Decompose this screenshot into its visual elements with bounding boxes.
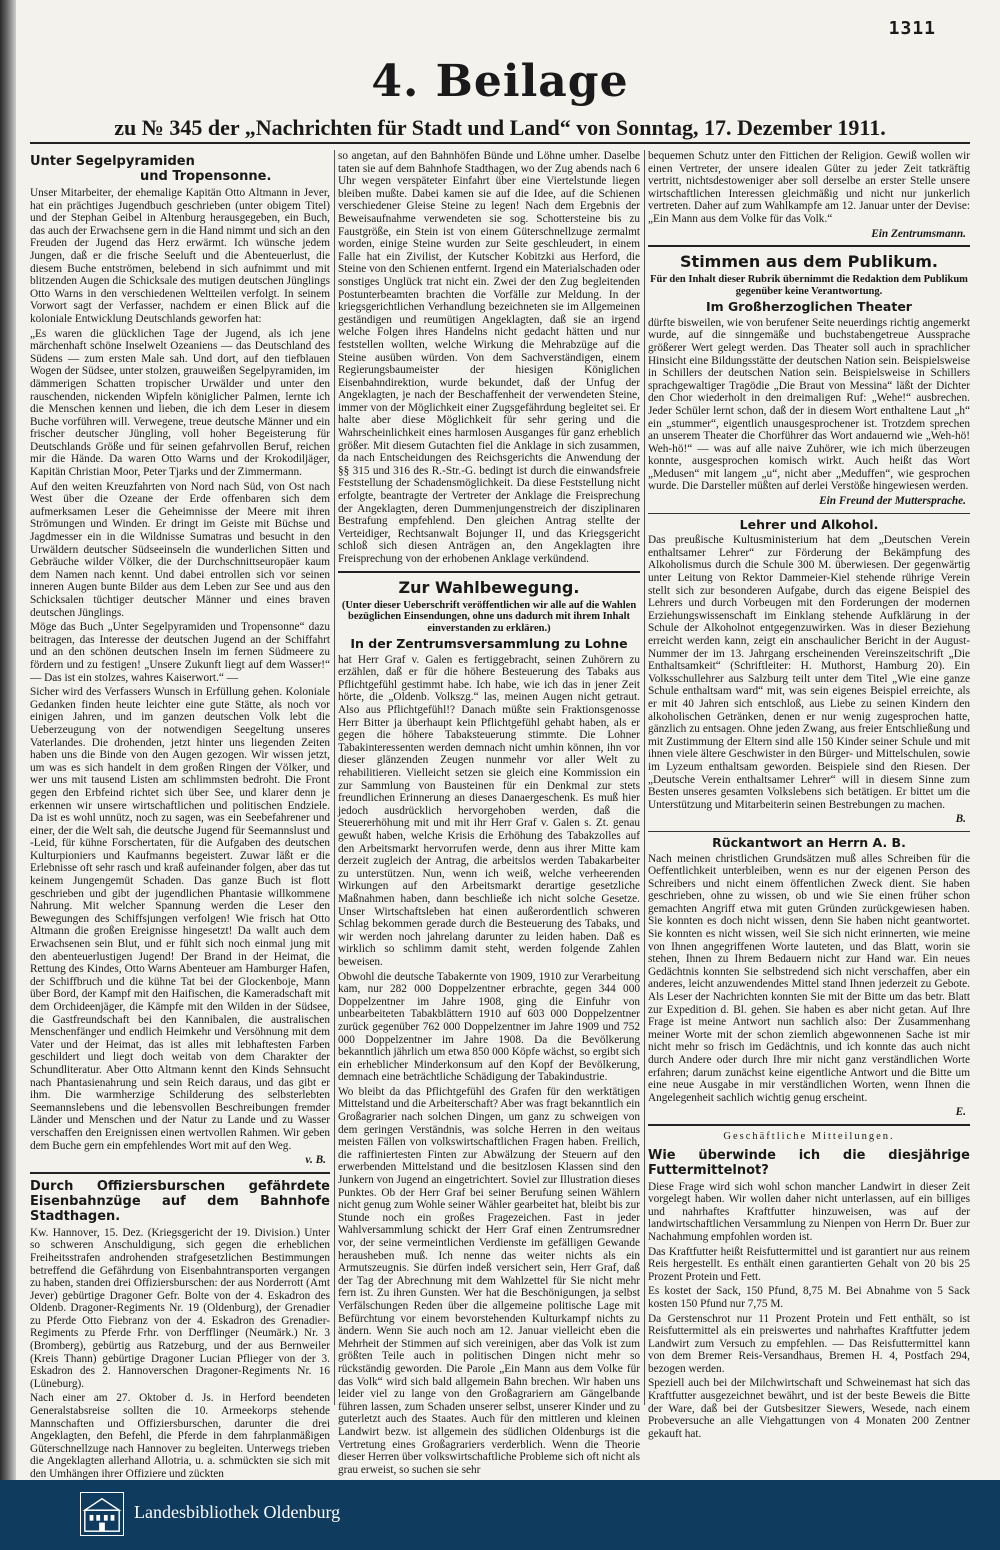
article-divider (648, 245, 970, 247)
library-building-icon (80, 1492, 124, 1536)
article-divider (648, 831, 970, 832)
paragraph: Sicher wird des Verfassers Wunsch in Erfüllung gehen. Koloniale Gedanken finden heute leichter eine gute Stätte, als noch vor einigen Jahren, und im ganzen deutschen Volk lebt die Ueberzeugung von der notwendigen Seegeltung unseres Vaterlandes. Die drohenden, jetzt hinter uns liegenden Zeiten haben uns die Binde von den Augen gezogen. Wir wissen jetzt, um was es sich handelt in dem großen Ringen der Völker, und wer uns mit tausend Listen am schlimmsten bedroht. Die Front gegen den Erbfeind richtet sich über See, und klarer denn je erkennen wir unsere wirtschaftlichen und politischen Endziele. Da ist es wohl unnütz, noch zu sagen, was ein Seebefahrener und einer, der die Welt sah, die deutsche Jugend für Seemannslust und -Leid, für kühne Forschertaten, für die Aufgaben des deutschen Kulturpioniers und Kaufmanns begeistert. Zuwar läßt er die Erlebnisse oft sehr rasch und kraß aufeinander folgen, aber das tut keinem Jungengemüt Schaden. Das ganze Buch ist flott geschrieben und gibt der jugendlichen Phantasie willkommene Nahrung. Mit welcher Spannung werden die Leser den Bewegungen des Schiffsjungen verfolgen! Wie frisch hat Otto Altmann die großen Ereignisse hingesetzt! Da wallt auch dem Erwachsenen sein Blut, und er fühlt sich noch einmal jung mit den abenteuerlustigen Jugend! Der Brand in der Heimat, die Rettung des Kindes, Otto Warns Abenteuer am Hamburger Hafen, der Schiffbruch und die kühne Tat bei der Glockenboje, Mann über Bord, der Kampf mit den Haifischen, die Kameradschaft mit dem Orchideenjäger, die Kämpfe mit den Wilden in der Südsee, die Gastfreundschaft bei den Kannibalen, die australischen Menschenfänger und endlich Heimkehr und Versöhnung mit dem Vater und der Heimat, das ist alles mit lebhaftesten Farben geschildert und liegt doch weitab von dem Charakter der Schundliteratur. Aber Otto Altmann kennt den Kinds Sehnsucht nach Phantasienahrung und sein Reich daraus, und das gibt er ihm. Die warmherzige Schilderung des selbsterlebten Seemannslebens und die lebensvollen Beschreibungen fremder Länder und Menschen und der Natur zu Lande und zu Wasser verschaffen den Ereignissen einen wertvollen Rahmen. Wir geben dem Buche gern ein empfehlendes Wort mit auf den Weg. (30, 686, 330, 1152)
paragraph: Kw. Hannover, 15. Dez. (Kriegsgericht der 19. Division.) Unter so schweren Anschuldigung, sich gegen die erheblichen Freiheitsstrafen androhenden strafgesetzlichen Bestimmungen betreffend die Gefährdung von Eisenbahntransporten vergangen zu haben, standen drei Offiziersburschen: der aus Norderrott (Amt Jever) gebürtige Dragoner Gefr. Bolte von der 4. Eskadron des Oldenb. Dragoner-Regiments Nr. 19 (Oldenburg), der Grenadier zu Pferde Otto Fiebranz von der 4. Eskadron des Grenadier-Regiments zu Pferde Frhr. von Derfflinger (Neumärk.) Nr. 3 (Bromberg), gebürtig aus Ratzeburg, und der aus Bernweiler (Kreis Thann) gebürtige Dragoner Lucian Pflieger von der 3. Eskadron des 2. Hannoverschen Dragoner-Regiments Nr. 16 (Lüneburg). (30, 1226, 330, 1390)
paragraph: Speziell auch bei der Milchwirtschaft und Schweinemast hat sich das Kraftfutter ausgezeichnet bewährt, und ist der beste Beweis die Bitte der Ware, daß bei der Gutsbesitzer Siewers, Wesede, nach einem Probeversuche an alle Viehgattungen von 4 Monaten 200 Zentner gekauft hat. (648, 1377, 970, 1440)
paragraph: Das preußische Kultusministerium hat dem „Deutschen Verein enthaltsamer Lehrer“ zur Förderung der Bekämpfung des Alkoholismus durch die Schule 300 M. überwiesen. Der gegenwärtig unter Leitung von Rektor Dammeier-Kiel stehende rührige Verein stellt sich zur besonderen Aufgabe, durch das eigene Beispiel des Lehrers und durch Vorbeugen mit den Forderungen der modernen Erziehungswissenschaft im Einklang stehende Aufklärung in der Schule der Alkoholnot entgegenzuwirken. Was in dieser Beziehung erreicht werden kann, zeigt ein anschaulicher Bericht in der August-Nummer der im 13. Jahrgang erscheinenden Vereinszeitschrift „Die Enthaltsamkeit“ (Schriftleiter: H. Muthorst, Hamburg 20). Ein Volksschullehrer aus Salzburg teilt unter dem Titel „Wie eine ganze Schule enthaltsam ward“ mit, was sein eigenes Beispiel erreichte, als er mit 40 Jahren sich entschloß, aus Liebe zu seinen Kindern den alkoholischen Getränken, denen er nur wenig zugesprochen hatte, gänzlich zu entsagen. Ohne jeden Zwang, aus freier Entschließung und mit Zustimmung der Eltern sind alle 150 Kinder seiner Schule und mit ihnen viele ältere Geschwister in den Bürger- und Mittelschulen, sowie im Lyzeum enthaltsam geworden. Beispiele sind den Riesen. Der „Deutsche Verein enthaltsamer Lehrer“ will in diesem Sinne zum Besten unseres gesamten Volkslebens sich betätigen. Er bittet um die Unterstützung und Mitarbeiterin seinen Bestrebungen zu machen. (648, 534, 970, 811)
supplement-title: 4. Beilage (371, 56, 629, 107)
paragraph: Unser Mitarbeiter, der ehemalige Kapitän Otto Altmann in Jever, hat ein prächtiges Jugendbuch geschrieben (unter obigem Titel) und der Stephan Geibel in Altenburg herausgegeben, ein Buch, das auch der Erwachsene gern in die Hand nimmt und sich an den Freuden der Jugend das Herz erwärmt. Ich wünsche jedem Jungen, daß er die frische Seeluft und die Abenteuerlust, die diesem Buche entströmen, belebend in sich aufnimmt und mit blitzenden Augen die Schicksale des mutigen deutschen Jünglings Otto Warns in den verschiedenen Weltteilen verfolgt. In seinem Vorwort sagt der Verfasser, nachdem er einen Blick auf die koloniale Entwicklung Deutschlands geworfen hat: (30, 187, 330, 325)
signature: Ein Zentrumsmann. (871, 227, 966, 240)
paragraph: Möge das Buch „Unter Segelpyramiden und Tropensonne“ dazu beitragen, das Interesse der deutschen Jugend an der Schiffahrt und an den schönen deutschen Inseln im fernen Südmeere zu fördern und zu festigen! „Unsere Zukunft liegt auf dem Wasser!“ — Das ist ein stolzes, wahres Kaiserwort.“ — (30, 621, 330, 684)
quote-paragraph: „Es waren die glücklichen Tage der Jugend, als ich jene märchenhaft schöne Inselwelt Ozeaniens — das Deutschland des Südens — zum ersten Male sah. Und dort, auf den tiefblauen Wogen der Südsee, unter stolzen, grauweißen Segelpyramiden, im dämmerigen Schatten tropischer Urwälder und unter den rauschenden, nickenden Wipfeln königlicher Palmen, lernte ich die Menschen kennen und lieben, die ich dem Leser in diesem Buche vorführen will. Verwegene, treue deutsche Männer und ein frischer deutscher Jüngling, voll hoher Begeisterung für Deutschlands Größe und für seinen gefahrvollen Beruf, reichen mir die Hände. Da waren Otto Warns und der Krokodiljäger, Kapitän Christian Moor, Peter Tjarks und der Zimmermann. (30, 327, 330, 479)
article-title: Wie überwinde ich die diesjährige Futtermittelnot? (648, 1147, 970, 1178)
article-subtitle: In der Zentrumsversammlung zu Lohne (350, 636, 628, 652)
column-divider (334, 150, 335, 1405)
article-divider (648, 1124, 970, 1126)
text-columns (30, 150, 970, 1480)
paragraph: Wo bleibt da das Pflichtgefühl des Grafen für den werktätigen Mittelstand und die Arbeiterschaft? Aber was fragt bekanntlich ein Großagrarier nach solchen Dingen, um ganz zu schweigen von dem geringen Verständnis, was solche Herren in den weitaus meisten Fällen von volkswirtschaftlichen Fragen haben. Freilich, die raffiniertesten Finten zur Abwälzung der Steuern auf den erwerbenden Mittelstand und die besitzlosen Klassen sind den Junkern von Jugend an eingetrichtert. Soviel zur Illustration dieses Punktes. Ob der Herr Graf bei seiner Berufung seinen Wählern nicht genug zum Wohle seiner Wähler gearbeitet hat, bleibt bis zur Stunde noch ein großes Fragezeichen. Fast in jeder Wahlversammlung schickt der Herr Graf einen Zentrumsredner vor, der seine vermeintlichen Verdienste im gefälligen Gewande herausheben muß. Ich nenne das weiter nichts als ein Armutszeugnis. Sie dürfen indeß versichert sein, Herr Graf, daß der Tag der Abrechnung mit dem Wahlzettel für Sie nicht mehr fern ist. Zu ihren Gunsten. Wer hat die Beschönigungen, ja selbst Verfälschungen Reden über die allgemeine politische Lage mit Befürchtung vor einem bevorstehenden Kulturkampf nichts zu ändern. Wenn Sie auch noch am 12. Januar vielleicht eben die Mehrheit der Stimmen auf sich vereinigen, aber das Volk ist zum größten Teile auch in politischen Dingen nicht mehr so rückständig geworden. Die Parole „Ein Mann aus dem Volke für das Volk“ wird sich bald allgemein Bahn brechen. Wir haben uns leider viel zu lange von den Großagrariern am Gängelbande führen lassen, zum Schaden unserer selbst, unserer Kinder und zu guterletzt auch des Staates. Auch für den mittleren und kleinen Landwirt bezw. ist allgemein des südlichen Oldenburgs ist die Vertretung eines Großagrariers verderblich. Wenn die Theorie dieser Herren über volkswirtschaftliche Probleme sich oft nicht als grau erweist, so suchen sie sehr (338, 1085, 640, 1476)
paragraph: hat Herr Graf v. Galen es fertiggebracht, seinen Zuhörern zu erzählen, daß er für die höhere Besteuerung des Tabaks aus Pflichtgefühl gestimmt habe. Ich habe, wie ich das in jener Zeit hörte, die „Oldenb. Volkszg.“ las, meinen Augen nicht getraut. Also aus Pflichtgefühl!? Danach müßte sein Fraktionsgenosse Herr Bitter ja überhaupt kein Pflichtgefühl gehabt haben, als er gegen die höhere Tabaksteuerung stimmte. Die Lohner Tabakinteressenten werden demnach nicht umhin können, ihn vor dieser glänzenden Zeugen nunmehr vor aller Welt zu rehabilitieren. Vielleicht setzen sie gleich eine Kommission ein zur Sammlung von Bausteinen für ein Denkmal zur stets freundlichen Erinnerung an dieses Danaergeschenk. Es muß hier jedoch ausdrücklich hervorgehoben werden, daß die Steuererhöhung mit und mit ihr Herr Graf v. Galen s. Zt. genau gewußt haben, welche Krisis die Erhöhung des Tabakzolles auf den Arbeitsmarkt hervorrufen werde, denn aus ihrer Mitte kam derzeit zugleich der Antrag, die arbeitslos werden Tabakarbeiter zu unterstützen. Nun, wenn ich weiß, welche verheerenden Wirkungen auf den Arbeitsmarkt derartige gesetzliche Maßnahmen haben, dann beschließe ich nicht solche Gesetze. Unser Wirtschaftsleben hat einen außerordentlich schweren Schlag bekommen gerade durch die Besteuerung des Tabaks, und wir werden noch jahrelang darunter zu leiden haben. Daß es wirklich so schlimm damit steht, werden folgende Zahlen beweisen. (338, 653, 640, 968)
paragraph: Nach einer am 27. Oktober d. Js. in Herford beendeten Generalstabsreise sollten die 10. Armeekorps stehende Mannschaften und Offiziersburschen, darunter die drei Angeklagten, den Befehl, die Pferde in dem fahrplanmäßigen Güterschnellzuge nach Hannover zu begleiten. Unterwegs trieben die Angeklagten allerhand Allotria, u. a. schmückten sie sich mit den Umhängen ihrer Offiziere und zückten (30, 1392, 330, 1480)
article-title (30, 154, 330, 184)
library-name: Landesbibliothek Oldenburg (134, 1502, 341, 1522)
paragraph: dürfte bisweilen, wie von berufener Seite neuerdings richtig angemerkt wurde, auf die sinngemäße und buchstabengetreue Aussprache größerer Wert gelegt werden. Das Theater soll auch in sprachlicher Hinsicht eine Bildungsstätte der deutschen Nation sein. Beispielsweise in Schillers der deutschen Nation sein. Beispielsweise in Schillers sprachgewaltiger Tragödie „Die Braut von Messina“ läßt der Dichter den Chor wiederholt in den dreimaligen Ruf: „Wehe!“ ausbrechen. Jeder Schüler lernt schon, daß der in diesem Wort enthaltene Laut „h“ ein „stummer“, eigentlich unausgesprochener ist. Trotzdem sprechen an unserem Theater die Chorführer das Wort andauernd wie „Weh-hö! Weh-hö!“ — was auf alle naive Zuhörer, wie ich mich überzeugen konnte, ausgesprochen komisch wirkt. Auch heißt das Wort „Medusen“ mit langem „u“, nicht aber „Meduffen“, wie gesprochen wurde. Die Darsteller müßten auf derlei Verstöße hingewiesen werden. (648, 316, 970, 493)
paragraph: Da Gerstenschrot nur 11 Prozent Protein und Fett enthält, so ist Reisfuttermittel als ein preiswertes und nahrhaftes Kraftfutter jedem Landwirt zum Versuch zu empfehlen. — Das Reisfuttermittel kann von dem Bremer Reis-Versandhaus, Bremen H. 4, Postfach 294, bezogen werden. (648, 1312, 970, 1375)
masthead (30, 56, 970, 141)
article-divider (648, 513, 970, 514)
article-title: Lehrer und Alkohol. (739, 516, 879, 532)
column-divider (644, 150, 645, 1405)
paragraph: Obwohl die deutsche Tabakernte von 1909, 1910 zur Verarbeitung kam, nur 282 000 Doppelzentner erbrachte, gegen 344 000 Doppelzentner im Jahre 1908, ging die Einfuhr von unbearbeiteten Tabakblättern 1910 auf 603 000 Doppelzentner zurück gegenüber 762 000 Doppelzentner im Jahre 1909 und 752 000 Doppelzentner im Jahre 1908. Da die Bevölkerung bekanntlich jährlich um etwa 850 000 Köpfe wächst, so ergibt sich ein erheblicher Minderkonsum auf den Kopf der Bevölkerung, demnach eine beträchtliche Schädigung der Tabakindustrie. (338, 970, 640, 1084)
article-title-line: Unter Segelpyramiden (30, 154, 195, 169)
paragraph: so angetan, auf den Bahnhöfen Bünde und Löhne umher. Daselbe taten sie auf dem Bahnhofe Stadthagen, wo der Zug abends nach 6 Uhr wegen verspäteter Einfahrt über eine Viertelstunde liegen bleiben mußte. Dabei kamen sie auf die Idee, auf die Schienen verschiedener Gleise Steine zu legen! Nach dem Ergebnis der Beweisaufnahme verwendeten sie sog. Schottersteine bis zu Faustgröße, ein Stein ist von einem Güterschnellzuge zermalmt worden, einige Steine wurden zur Seite geschleudert, in einem Falle hat ein Zivilist, der Kutscher Kobitzki aus Herford, die Steine von den Schienen entfernt. Irgend ein Materialschaden oder sonstiges Unglück trat nicht ein. Zwei der den Zug begleitenden Postunterbeamten brachten die Vorfälle zur Meldung. In der kriegsgerichtlichen Verhandlung bezeichneten sie im Allgemeinen geständigen und reumütigen Angeklagten, daß sie an irgend welche Folgen ihres Handelns nicht gedacht hätten und nur feststellen wollten, welche Wirkung die Mehrabzüge auf die Steine ausüben würden. Von dem Sachverständigen, einem Regierungsbaumeister der hiesigen Königlichen Eisenbahndirektion, wurde bekundet, daß der Unfug der Angeklagten, je nach der Beschaffenheit der verwendeten Steine, immer von der Möglichkeit einer Zugsgefährdung begleitet sei. Er halte aber diese Möglichkeit für sehr gering und die Wahrscheinlichkeit eines harmlosen Ausganges für ganz erheblich größer. Mit diesem Gutachten fiel die Anklage in sich zusammen, da nach Entscheidungen des Reichsgerichts die Anwendung der §§ 315 und 316 des R.-Str.-G. bedingt ist durch die einwandsfreie Feststellung der Schadensmöglichkeit. Da diese Feststellung nicht erfolgte, beantragte der Vertreter der Anklage die Freisprechung der Angeklagten, deren Dummenjungenstreich der disziplinaren Bestrafung empfehlend. Den gleichen Antrag stellte der Verteidiger, Rechtsanwalt Bojunger II, und das Kriegsgericht schloß sich diesen Anträgen an, den Angeklagten ihre Freisprechung von der erhobenen Anklage verkündend. (338, 150, 640, 565)
signature: v. B. (305, 1154, 326, 1167)
page-number: 1311 (888, 18, 936, 39)
article-divider (30, 1172, 330, 1174)
paragraph: Diese Frage wird sich wohl schon mancher Landwirt in dieser Zeit vorgelegt haben. Wir wollen daher nicht unterlassen, auf ein billiges und nahrhaftes Kraftfutter hinzuweisen, was auf der landwirtschaftlichen Versammlung zu Nienpen von Herrn Dr. Buer zur Nachahmung empfohlen worden ist. (648, 1180, 970, 1243)
article-title-line: und Tropensonne. (140, 169, 272, 184)
article-divider (338, 571, 640, 573)
editorial-note: Für den Inhalt dieser Rubrik übernimmt die Redaktion dem Publikum gegenüber keine Verantwortung. (650, 274, 968, 297)
paragraph: Nach meinen christlichen Grundsätzen muß alles Schreiben für die Oeffentlichkeit unterbleiben, wenn es nur der eigenen Person des Schreibers und nicht einem öffentlichen Zweck dient. Sie haben geschrieben, ohne zu wissen, ob und wie Sie einen früher schon gemachten Angriff etwa mit guten Gründen zurückgewiesen haben. Sie konnten es doch nicht wissen, denn Sie haben nicht geantwortet. Sie konnten es nicht wissen, weil Sie sich nicht erinnerten, wie meine von Ihnen angegriffenen Worte lauteten, und das Blatt, worin sie stehen, Ihnen zu Ihrem Bedauern nicht zur Hand war. Ein neues Gedächtnis konnten Sie selbstredend sich nicht verschaffen, aber ein anderes, leicht anzuwendendes Mittel stand Ihnen jederzeit zu Gebote. Als Leser der Nachrichten konnten Sie mit der Bitte um das betr. Blatt zur Expedition d. Bl. gehen. Sie haben es aber nicht getan. Auf Ihre Frage ist meine Antwort nun sachlich also: Der Zusammenhang meiner Worte mit der schon ziemlich abgewonnenen Sache ist mir nicht mehr so frisch im Gedächtnis, und ich konnte das auch nicht durch Andere oder durch Ihre mir nicht ganz verständlichen Worte erfahren; darum zunächst keine eigentliche Antwort und die Bitte um eine neue Ausgabe in mir verständlichen Worten, wenn Ihnen die Angelegenheit sachlich wichtig genug erscheint. (648, 852, 970, 1104)
signature: E. (955, 1106, 966, 1119)
article-subtitle: Im Großherzoglichen Theater (706, 299, 912, 315)
footer-bar (0, 1480, 1000, 1550)
section-title: Zur Wahlbewegung. (398, 577, 580, 597)
book-binding-edge (0, 0, 16, 1480)
section-title: Stimmen aus dem Publikum. (680, 252, 938, 272)
column-1 (30, 150, 330, 1480)
column-2 (338, 150, 640, 1476)
paragraph: Auf den weiten Kreuzfahrten von Nord nach Süd, von Ost nach West über die Ozeane der Erde offenbaren sich dem aufmerksamen Leser die Geheimnisse der Meere mit ihren Strömungen und Winden. Er dringt im Geiste mit Büchse und Jagdmesser ein in die Wildnisse Sumatras und besucht in den Urwäldern deutscher Südseeinseln die wunderlichen Sitten und Gebräuche wilder Völker, die der Durchschnittseuropäer kaum dem Namen nach kennt. Und dabei entrollen sich vor seinen inneren Augen bunte Bilder aus dem Leben zur See und aus den Schicksalen tüchtiger deutscher Männer und eines braven deutschen Jünglings. (30, 480, 330, 619)
column-3 (648, 150, 970, 1440)
signature: B. (955, 813, 966, 826)
article-title: Durch Offiziersburschen gefährdete Eisenbahnzüge auf dem Bahnhofe Stadthagen. (30, 1178, 330, 1224)
masthead-rule (30, 142, 970, 144)
issue-line: zu № 345 der „Nachrichten für Stadt und Land“ von Sonntag, 17. Dezember 1911. (114, 115, 886, 140)
article-title: Rückantwort an Herrn A. B. (712, 834, 906, 850)
signature: Ein Freund der Muttersprache. (819, 495, 966, 508)
paragraph: bequemen Schutz unter den Fittichen der Religion. Gewiß wollen wir einen Vertreter, der unsere idealen Güter zu jeder Zeit tatkräftig vertritt, nichtsdestoweniger aber soll derselbe an erster Stelle unsere wirtschaftlichen Interessen gleichmäßig und nicht nur junkerlich vertreten. Daher auf zum Wahlkampfe am 12. Januar unter der Devise: „Ein Mann aus dem Volke für das Volk.“ (648, 150, 970, 225)
editorial-note: (Unter dieser Ueberschrift veröffentlichen wir alle auf die Wahlen bezüglichen Einsendungen, ohne uns dadurch mit ihrem Inhalt einverstanden zu erklären.) (341, 599, 637, 634)
paragraph: Das Kraftfutter heißt Reisfuttermittel und ist garantiert nur aus reinem Reis hergestellt. Es enthält einen garantierten Gehalt von 20 bis 25 Prozent Protein und Fett. (648, 1245, 970, 1283)
section-kicker: Geschäftliche Mitteilungen. (723, 1130, 895, 1142)
paragraph: Es kostet der Sack, 150 Pfund, 8,75 M. Bei Abnahme von 5 Sack kosten 150 Pfund nur 7,75 M. (648, 1285, 970, 1310)
